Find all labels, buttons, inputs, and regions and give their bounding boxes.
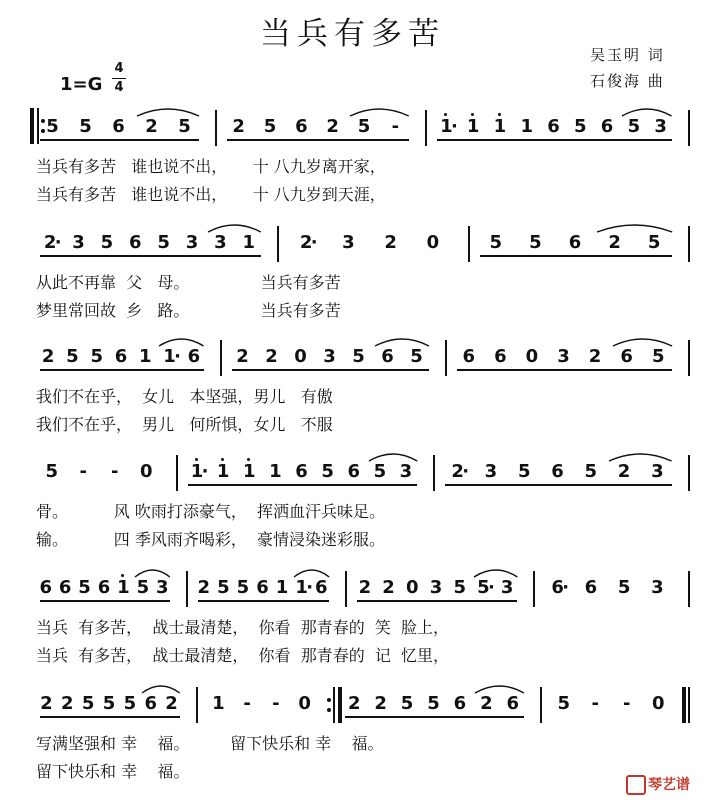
note: 5 [627,116,641,137]
note: 6 [144,693,157,714]
augmentation-dot: · [54,232,62,253]
slur [620,104,674,118]
augmentation-dot: · [306,577,314,598]
note: 0 [525,346,539,367]
note: 5 [102,693,116,714]
note: 3 [651,461,664,482]
beam-line [345,716,524,718]
note: 2 [236,346,249,367]
note: 3 [185,232,199,253]
note: 1 [212,693,225,714]
time-bottom: 4 [114,80,124,95]
watermark-logo [626,773,698,795]
octave-dot [444,113,447,116]
barline [196,687,198,723]
repeat-dot [41,119,45,123]
note: 2 [358,577,372,598]
note: 2 [43,232,57,253]
note: 3 [342,232,355,253]
note: 2 [61,693,74,714]
note: 1 [295,577,308,598]
note: 1 [492,116,508,138]
note: 2 [197,577,211,598]
note: 3 [651,577,664,598]
barline [425,110,427,146]
note: 2 [608,232,621,253]
note: 2 [384,232,397,253]
note: 1 [139,346,152,367]
slur [367,449,419,463]
note: 3 [500,577,514,598]
augmentation-dot: · [562,577,570,598]
note: 6 [114,346,128,367]
augmentation-dot: · [462,461,470,482]
note: 6 [453,693,467,714]
barline [277,226,279,262]
note: 2 [326,116,339,137]
barline [220,340,222,376]
note: 5 [357,116,371,137]
beam-line [40,255,261,257]
note: 1 [115,577,131,599]
slur [140,681,182,695]
repeat-start-thin [37,108,39,144]
note: 2 [232,116,245,137]
note: 1 [189,461,205,483]
slur [472,565,519,579]
slur [611,334,674,348]
barline [533,571,535,607]
beam-line [40,716,180,718]
note: 6 [112,116,125,137]
key-signature: 1=G [60,74,103,95]
slur [135,104,201,118]
lyric-verse-1: 写满坚强和 幸 福。 留下快乐和 幸 福。 [36,734,384,753]
note: 5 [217,577,230,598]
note: 2 [40,693,53,714]
barline [468,226,470,262]
note: 5 [157,232,170,253]
note: 2 [451,461,464,482]
time-signature [112,61,126,96]
note: 5 [453,577,466,598]
note: 5 [123,693,137,714]
note: 5 [400,693,414,714]
note: 6 [600,116,614,137]
note: 1 [242,232,256,253]
note: 3 [484,461,498,482]
beam-line [480,255,672,257]
note: 3 [323,346,336,367]
note: 1 [241,461,257,483]
note: 6 [295,461,308,482]
note: 5 [647,232,661,253]
beam-line [40,369,204,371]
beam-line [437,139,672,141]
octave-dot [471,113,474,116]
repeat-dot [327,698,331,702]
note: 5 [78,577,91,598]
note: 6 [568,232,582,253]
lyric-verse-2: 我们不在乎， 男儿 何所惧，女儿 不服 [36,415,333,434]
beam-line [227,139,409,141]
lyric-verse-1: 骨。 风 吹雨打添豪气， 挥洒血汗兵味足。 [36,502,386,521]
slur [292,565,331,579]
note: 6 [39,577,52,598]
barline [688,340,690,376]
beam-line [445,484,672,486]
octave-dot [121,574,124,577]
note: 1 [465,116,481,138]
note: 5 [584,461,598,482]
barline [688,571,690,607]
note: 6 [97,577,111,598]
slur [348,104,411,118]
note: 5 [477,577,490,598]
note: 5 [66,346,79,367]
barline [433,455,435,491]
note: 5 [263,116,277,137]
note: 5 [321,461,334,482]
beam-line [357,600,517,602]
slur [595,220,674,234]
note: 2 [382,577,395,598]
note: 6 [584,577,598,598]
beam-line [232,369,429,371]
note: 1 [438,116,454,138]
octave-dot [195,458,198,461]
note: 6 [256,577,269,598]
note: 6 [381,346,394,367]
slur [473,681,526,695]
note: 6 [129,232,142,253]
note: 5 [489,232,503,253]
note: - [243,693,251,714]
lyric-verse-2: 输。 四 季风雨齐喝彩， 豪情浸染迷彩服。 [36,530,386,549]
watermark-text: 琴艺谱 [648,777,690,793]
note: 6 [620,346,633,367]
slur [373,334,431,348]
augmentation-dot: · [450,116,458,137]
lyricist-credit: 吴玉明 词 [590,46,665,64]
note: 2 [617,461,631,482]
repeat-dot [327,708,331,712]
slur [206,220,263,234]
beam-line [457,369,672,371]
octave-dot [498,113,501,116]
note: 0 [406,577,419,598]
repeat-start-bar [30,108,34,144]
note: 0 [139,461,153,482]
note: 5 [410,346,423,367]
lyric-verse-2: 当兵 有多苦， 战士最清楚， 你看 那青春的 记 忆里， [36,646,450,665]
lyric-verse-1: 当兵 有多苦， 战士最清楚， 你看 那青春的 笑 脸上， [36,618,450,637]
lyric-verse-1: 当兵有多苦 谁也说不出， 十 八九岁离开家， [36,157,386,176]
note: 6 [551,461,564,482]
note: 6 [462,346,476,367]
note: 6 [347,461,360,482]
beam-line [188,484,417,486]
barline [333,687,335,723]
note: 3 [214,232,227,253]
note: 0 [294,346,307,367]
note: 5 [178,116,191,137]
song-title: 当兵有多苦 [260,16,445,52]
note: - [591,693,599,714]
barline [445,340,447,376]
note: 6 [494,346,507,367]
note: 5 [617,577,631,598]
note: 0 [298,693,311,714]
note: 2 [41,346,55,367]
beam-line [40,139,199,141]
augmentation-dot: · [174,346,181,367]
logo-mark-icon [626,775,646,795]
octave-dot [221,458,224,461]
note: 3 [654,116,667,137]
note: 3 [399,461,413,482]
note: 5 [90,346,103,367]
composer-credit: 石俊海 曲 [590,72,665,90]
note: 3 [429,577,443,598]
note: 5 [81,693,95,714]
note: 3 [156,577,169,598]
lyric-verse-2: 梦里常回故 乡 路。 当兵有多苦 [36,301,341,320]
note: 1 [275,577,289,598]
note: 2 [480,693,493,714]
note: 5 [517,461,531,482]
note: 6 [551,577,564,598]
note: 6 [295,116,308,137]
barline [540,687,542,723]
note: 6 [58,577,72,598]
barline [688,687,690,723]
barline [186,571,188,607]
note: 5 [373,461,387,482]
final-bar [682,687,686,723]
barline [176,455,178,491]
note: 5 [427,693,440,714]
note: 5 [557,693,571,714]
note: - [79,461,87,482]
note: 1 [215,461,231,483]
note: 6 [187,346,201,367]
lyric-verse-1: 从此不再靠 父 母。 当兵有多苦 [36,273,341,292]
note: 2 [347,693,361,714]
augmentation-dot: · [310,232,318,253]
repeat-dot [41,129,45,133]
slur [133,565,172,579]
note: 1 [163,346,176,367]
note: 5 [529,232,542,253]
note: - [111,461,119,482]
note: 2 [299,232,313,253]
note: 5 [100,232,114,253]
lyric-verse-1: 我们不在乎， 女儿 本坚强，男儿 有傲 [36,387,333,406]
note: 6 [506,693,520,714]
note: - [391,116,400,137]
note: 2 [374,693,387,714]
note: 3 [72,232,85,253]
beam-line [40,600,170,602]
note: - [272,693,280,714]
barline [688,110,690,146]
repeat-end-bar [338,687,342,723]
note: 3 [557,346,570,367]
note: 0 [651,693,665,714]
note: 6 [314,577,328,598]
barline [345,571,347,607]
note: 1 [520,116,533,137]
note: 5 [352,346,365,367]
note: 1 [269,461,282,482]
note: 2 [165,693,178,714]
note: 6 [547,116,560,137]
augmentation-dot: · [488,577,495,598]
barline [688,455,690,491]
barline [688,226,690,262]
note: 5 [45,461,59,482]
note: 5 [236,577,250,598]
note: 5 [136,577,150,598]
slur [607,449,674,463]
lyric-verse-2: 当兵有多苦 谁也说不出， 十 八九岁到天涯， [36,185,386,204]
lyric-verse-2: 留下快乐和 幸 福。 [36,762,190,781]
octave-dot [247,458,250,461]
note: 5 [46,116,59,137]
time-top: 4 [114,61,124,76]
note: 5 [574,116,587,137]
augmentation-dot: · [201,461,209,482]
note: 2 [265,346,278,367]
note: 2 [588,346,602,367]
barline [215,110,217,146]
note: 5 [651,346,665,367]
note: 5 [79,116,92,137]
note: 0 [426,232,440,253]
note: - [623,693,631,714]
note: 2 [145,116,158,137]
slur [157,334,206,348]
beam-line [198,600,329,602]
